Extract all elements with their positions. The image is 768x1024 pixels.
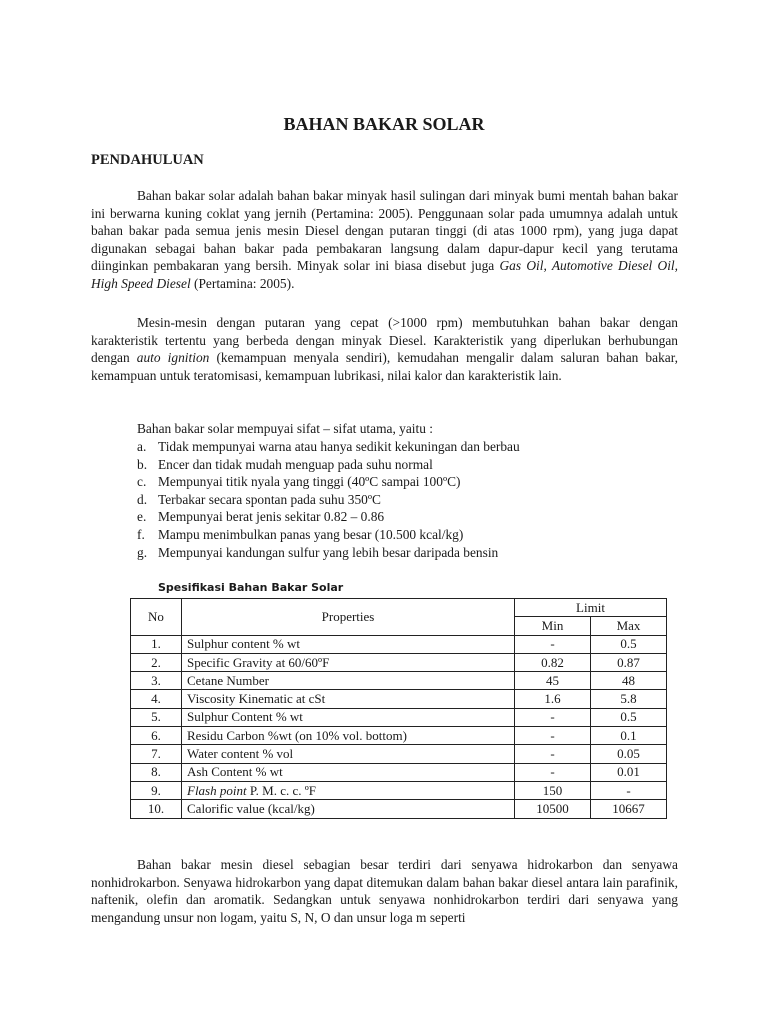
cell-property: Water content % vol: [182, 745, 515, 763]
list-marker: g.: [137, 544, 148, 560]
cell-min: 0.82: [515, 653, 591, 671]
document-title: BAHAN BAKAR SOLAR: [283, 114, 485, 134]
cell-property-italic: Flash point: [187, 782, 247, 798]
cell-min: 10500: [515, 800, 591, 818]
paragraph-characteristics: [91, 314, 678, 384]
cell-min: -: [515, 727, 591, 745]
table-row: [131, 727, 667, 745]
list-item: [137, 438, 520, 456]
table-header-row: [131, 599, 667, 617]
cell-no: 5.: [131, 708, 182, 726]
header-max: Max: [591, 617, 667, 635]
list-item-text: Mempunyai kandungan sulfur yang lebih besar daripada bensin: [158, 544, 499, 560]
cell-property: Viscosity Kinematic at cSt: [182, 690, 515, 708]
paragraph-composition: Bahan bakar mesin diesel sebagian besar terdiri dari senyawa hidrokarbon dan senyawa nonhidrokarbon. Senyawa hidrokarbon yang dapat ditemukan dalam bahan bakar diesel antara lain parafinik, naftenik, olefin dan aromatik. Sedangkan untuk senyawa nonhidrokarbon terdiri dari senyawa yang mengandung unsur non logam, yaitu S, N, O dan unsur loga m seperti: [91, 857, 678, 925]
list-item-text: Encer dan tidak mudah menguap pada suhu normal: [158, 456, 433, 472]
table-row: [131, 653, 667, 671]
cell-no: 8.: [131, 763, 182, 781]
cell-min: -: [515, 745, 591, 763]
cell-min: 150: [515, 781, 591, 799]
cell-min: 45: [515, 672, 591, 690]
table-row: [131, 800, 667, 818]
cell-property: Sulphur Content % wt: [182, 708, 515, 726]
properties-list: [137, 438, 520, 561]
list-item-text: Tidak mempunyai warna atau hanya sedikit kekuningan dan berbau: [158, 439, 520, 454]
list-marker: f.: [137, 526, 145, 542]
list-item: [137, 544, 520, 562]
cell-property: Specific Gravity at 60/60ºF: [182, 653, 515, 671]
cell-max: -: [591, 781, 667, 799]
table-row: [131, 672, 667, 690]
cell-min: -: [515, 763, 591, 781]
list-intro: Bahan bakar solar mempuyai sifat – sifat utama, yaitu :: [137, 421, 433, 436]
cell-property: Residu Carbon %wt (on 10% vol. bottom): [182, 727, 515, 745]
list-marker: e.: [137, 509, 147, 525]
cell-no: 10.: [131, 800, 182, 818]
list-item: [137, 491, 520, 509]
cell-no: 6.: [131, 727, 182, 745]
table-row: [131, 745, 667, 763]
table-row: [131, 708, 667, 726]
cell-max: 0.87: [591, 653, 667, 671]
list-marker: a.: [137, 439, 147, 454]
list-marker: d.: [137, 491, 148, 507]
table-row: [131, 690, 667, 708]
paragraph-intro-italic: Gas Oil, Automotive Diesel Oil, High Speed Diesel: [91, 258, 678, 291]
cell-property: Calorific value (kcal/kg): [182, 800, 515, 818]
list-item: [137, 526, 520, 544]
cell-no: 7.: [131, 745, 182, 763]
header-limit: Limit: [515, 599, 667, 617]
paragraph-characteristics-tail: (kemampuan menyala sendiri), kemudahan mengalir dalam saluran bahan bakar, kemampuan untuk teratomisasi, kemampuan lubrikasi, nilai kalor dan karakteristik lain.: [91, 350, 678, 383]
cell-no: 4.: [131, 690, 182, 708]
list-marker: b.: [137, 456, 148, 472]
cell-property: Sulphur content % wt: [182, 635, 515, 653]
cell-property: [182, 781, 515, 799]
header-properties: Properties: [182, 599, 515, 636]
cell-min: 1.6: [515, 690, 591, 708]
paragraph-intro-text: Bahan bakar solar adalah bahan bakar minyak hasil sulingan dari minyak bumi mentah bahan bakar ini berwarna kuning coklat yang jernih (Pertamina: 2005). Penggunaan solar pada umumnya adalah untuk bahan bakar pada semua jenis mesin Diesel dengan putaran tinggi (di atas 1000 rpm), yang juga dapat digunakan sebagai bahan bakar pada pembakaran langsung dalam dapur-dapur kecil yang terutama diinginkan pembakaran yang bersih. Minyak solar ini biasa disebut juga: [91, 188, 678, 274]
table-row: [131, 763, 667, 781]
paragraph-characteristics-text: Mesin-mesin dengan putaran yang cepat (>1000 rpm) membutuhkan bahan bakar dengan karakteristik tertentu yang berbeda dengan minyak Diesel. Karakteristik yang diperlukan berhubungan dengan: [91, 315, 678, 366]
cell-no: 9.: [131, 781, 182, 799]
paragraph-characteristics-italic: auto ignition: [136, 350, 210, 366]
list-item-text: Mempunyai titik nyala yang tinggi (40ºC sampai 100ºC): [158, 474, 461, 490]
table-row: [131, 781, 667, 799]
cell-max: 0.5: [591, 635, 667, 653]
cell-max: 48: [591, 672, 667, 690]
list-item: [137, 508, 520, 526]
paragraph-intro: [91, 187, 678, 293]
cell-max: 0.01: [591, 763, 667, 781]
cell-no: 3.: [131, 672, 182, 690]
cell-min: -: [515, 635, 591, 653]
list-item: [137, 473, 520, 491]
cell-max: 5.8: [591, 690, 667, 708]
paragraph-intro-tail: (Pertamina: 2005).: [190, 275, 295, 291]
header-no: No: [131, 599, 182, 636]
cell-property: Ash Content % wt: [182, 763, 515, 781]
cell-max: 10667: [591, 800, 667, 818]
list-marker: c.: [137, 474, 147, 490]
table-caption: Spesifikasi Bahan Bakar Solar: [158, 581, 344, 594]
section-heading: PENDAHULUAN: [91, 152, 204, 168]
cell-no: 1.: [131, 635, 182, 653]
table-row: [131, 635, 667, 653]
list-item: [137, 456, 520, 474]
cell-property-rest: P. M. c. c. ºF: [246, 782, 316, 798]
cell-no: 2.: [131, 653, 182, 671]
specification-table: [130, 598, 667, 819]
cell-max: 0.1: [591, 727, 667, 745]
list-item-text: Mempunyai berat jenis sekitar 0.82 – 0.86: [158, 509, 385, 525]
header-min: Min: [515, 617, 591, 635]
list-item-text: Terbakar secara spontan pada suhu 350ºC: [158, 491, 381, 507]
cell-min: -: [515, 708, 591, 726]
list-item-text: Mampu menimbulkan panas yang besar (10.500 kcal/kg): [158, 526, 464, 542]
cell-max: 0.05: [591, 745, 667, 763]
cell-property: Cetane Number: [182, 672, 515, 690]
cell-max: 0.5: [591, 708, 667, 726]
